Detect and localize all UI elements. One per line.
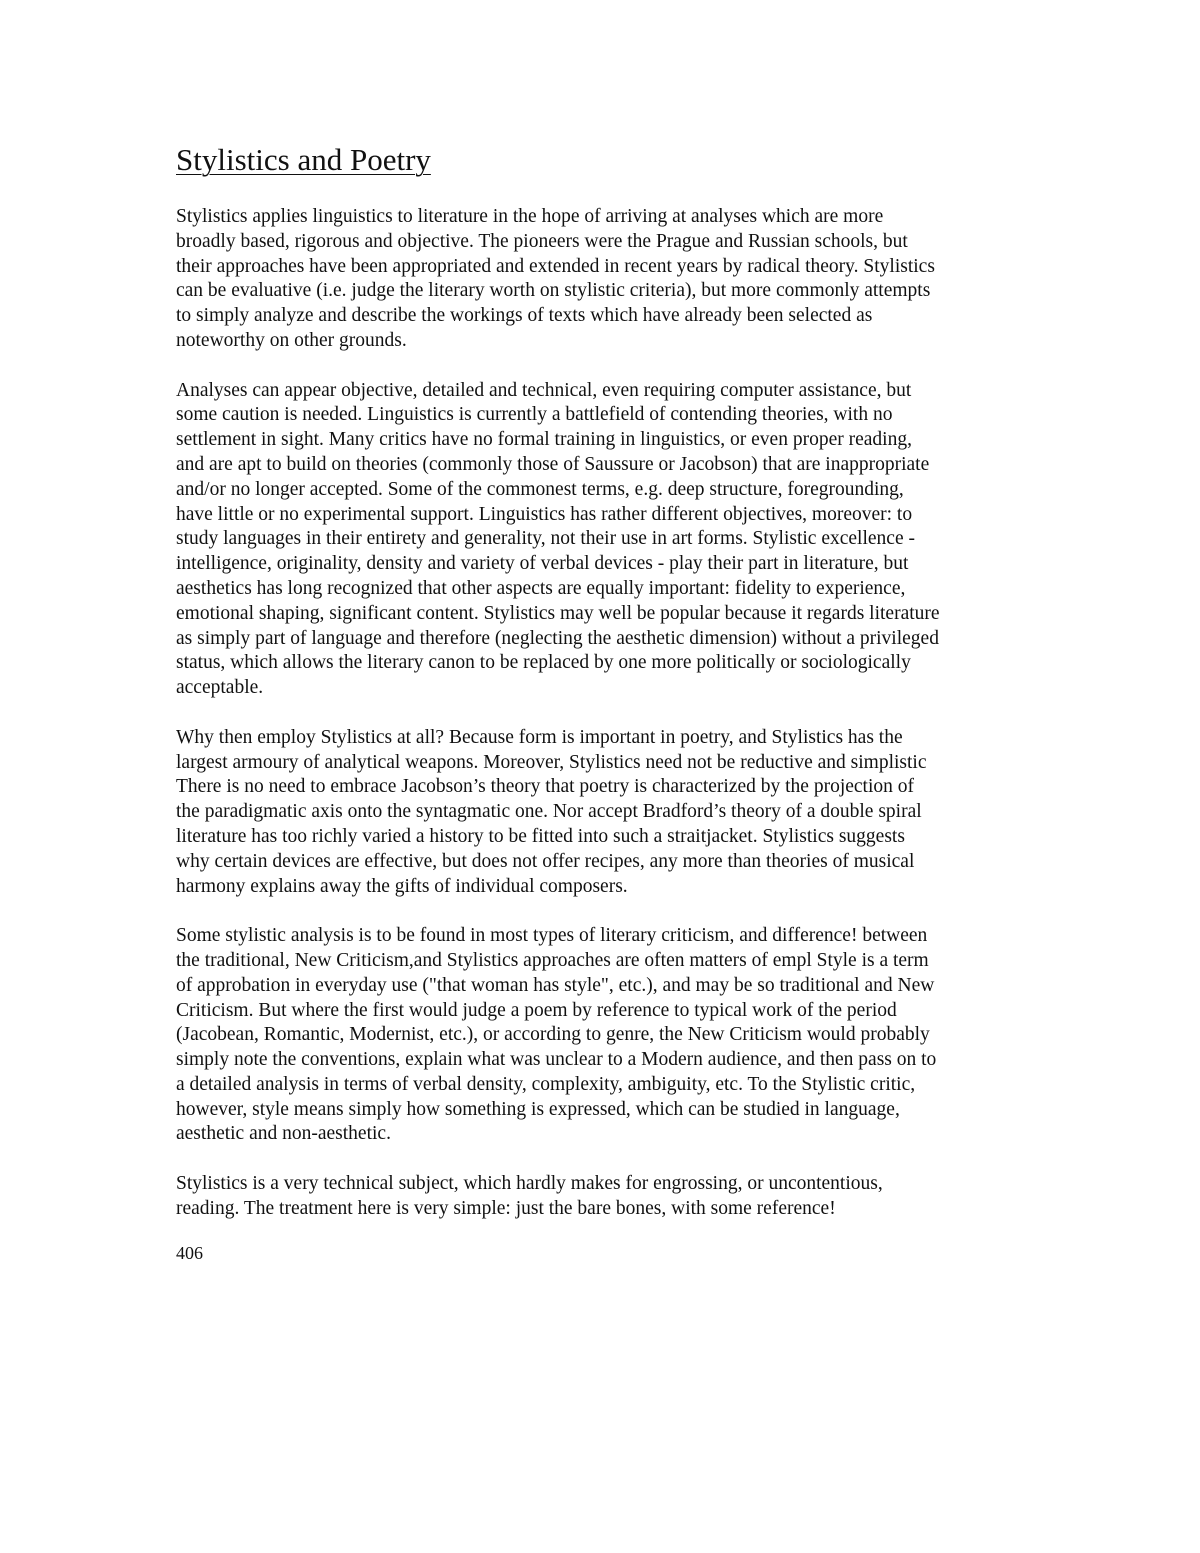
text-line: largest armoury of analytical weapons. Moreover, Stylistics need not be reductive and simplistic	[176, 751, 927, 773]
text-line: noteworthy on other grounds.	[176, 329, 407, 351]
text-line: Analyses can appear objective, detailed and technical, even requiring computer assistance, but	[176, 379, 912, 401]
text-line: settlement in sight. Many critics have no formal training in linguistics, or even proper reading,	[176, 429, 912, 451]
text-line: have little or no experimental support. Linguistics has rather different objectives, moreover: to	[176, 503, 913, 525]
text-line: however, style means simply how something is expressed, which can be studied in language,	[176, 1098, 900, 1120]
paragraph	[176, 726, 1036, 900]
text-line: Some stylistic analysis is to be found in most types of literary criticism, and difference! between	[176, 925, 928, 947]
text-line: harmony explains away the gifts of individual composers.	[176, 875, 628, 897]
text-line: study languages in their entirety and generality, not their use in art forms. Stylistic excellence -	[176, 528, 915, 550]
paragraph	[176, 1172, 1036, 1222]
text-line: aesthetic and non-aesthetic.	[176, 1123, 391, 1145]
text-line: simply note the conventions, explain what was unclear to a Modern audience, and then pass on to	[176, 1049, 937, 1071]
text-line: literature has too richly varied a history to be fitted into such a straitjacket. Stylistics suggests	[176, 825, 905, 847]
text-line: why certain devices are effective, but does not offer recipes, any more than theories of musical	[176, 850, 915, 872]
text-line: Stylistics is a very technical subject, which hardly makes for engrossing, or uncontentious,	[176, 1173, 883, 1195]
text-line: of approbation in everyday use ("that woman has style", etc.), and may be so traditional and New	[176, 974, 935, 996]
page-title: Stylistics and Poetry	[176, 142, 431, 177]
text-line: and/or no longer accepted. Some of the commonest terms, e.g. deep structure, foregrounding,	[176, 478, 904, 500]
text-line: the traditional, New Criticism,and Stylistics approaches are often matters of empl Style is a term	[176, 949, 929, 971]
document-body	[176, 205, 1036, 1246]
text-line: Why then employ Stylistics at all? Because form is important in poetry, and Stylistics has the	[176, 726, 903, 748]
text-line: some caution is needed. Linguistics is currently a battlefield of contending theories, with no	[176, 404, 893, 426]
text-line: Stylistics applies linguistics to literature in the hope of arriving at analyses which are more	[176, 206, 884, 227]
text-line: intelligence, originality, density and variety of verbal devices - play their part in literature, but	[176, 553, 909, 575]
text-line: can be evaluative (i.e. judge the literary worth on stylistic criteria), but more commonly attempts	[176, 280, 931, 302]
text-line: (Jacobean, Romantic, Modernist, etc.), or according to genre, the New Criticism would probably	[176, 1024, 930, 1046]
text-line: emotional shaping, significant content. Stylistics may well be popular because it regards literature	[176, 602, 940, 624]
text-line: and are apt to build on theories (commonly those of Saussure or Jacobson) that are inappropriate	[176, 453, 930, 475]
text-line: acceptable.	[176, 677, 264, 699]
page-number: 406	[176, 1243, 203, 1263]
text-line: a detailed analysis in terms of verbal density, complexity, ambiguity, etc. To the Stylistic critic,	[176, 1073, 916, 1095]
text-line: aesthetics has long recognized that other aspects are equally important: fidelity to experience,	[176, 577, 906, 599]
paragraph	[176, 205, 1036, 354]
text-line: reading. The treatment here is very simple: just the bare bones, with some reference!	[176, 1197, 836, 1219]
text-line: the paradigmatic axis onto the syntagmatic one. Nor accept Bradford’s theory of a double spiral	[176, 801, 922, 823]
text-line: Criticism. But where the first would judge a poem by reference to typical work of the period	[176, 999, 897, 1021]
paragraph	[176, 379, 1036, 701]
text-line: as simply part of language and therefore (neglecting the aesthetic dimension) without a privileged	[176, 627, 939, 649]
paragraph	[176, 924, 1036, 1147]
text-line: broadly based, rigorous and objective. The pioneers were the Prague and Russian schools, but	[176, 230, 908, 252]
text-line: There is no need to embrace Jacobson’s theory that poetry is characterized by the projection of	[176, 776, 915, 798]
text-line: to simply analyze and describe the workings of texts which have already been selected as	[176, 305, 873, 327]
text-line: their approaches have been appropriated and extended in recent years by radical theory. Stylistics	[176, 255, 935, 277]
text-line: status, which allows the literary canon to be replaced by one more politically or sociologically	[176, 652, 911, 674]
